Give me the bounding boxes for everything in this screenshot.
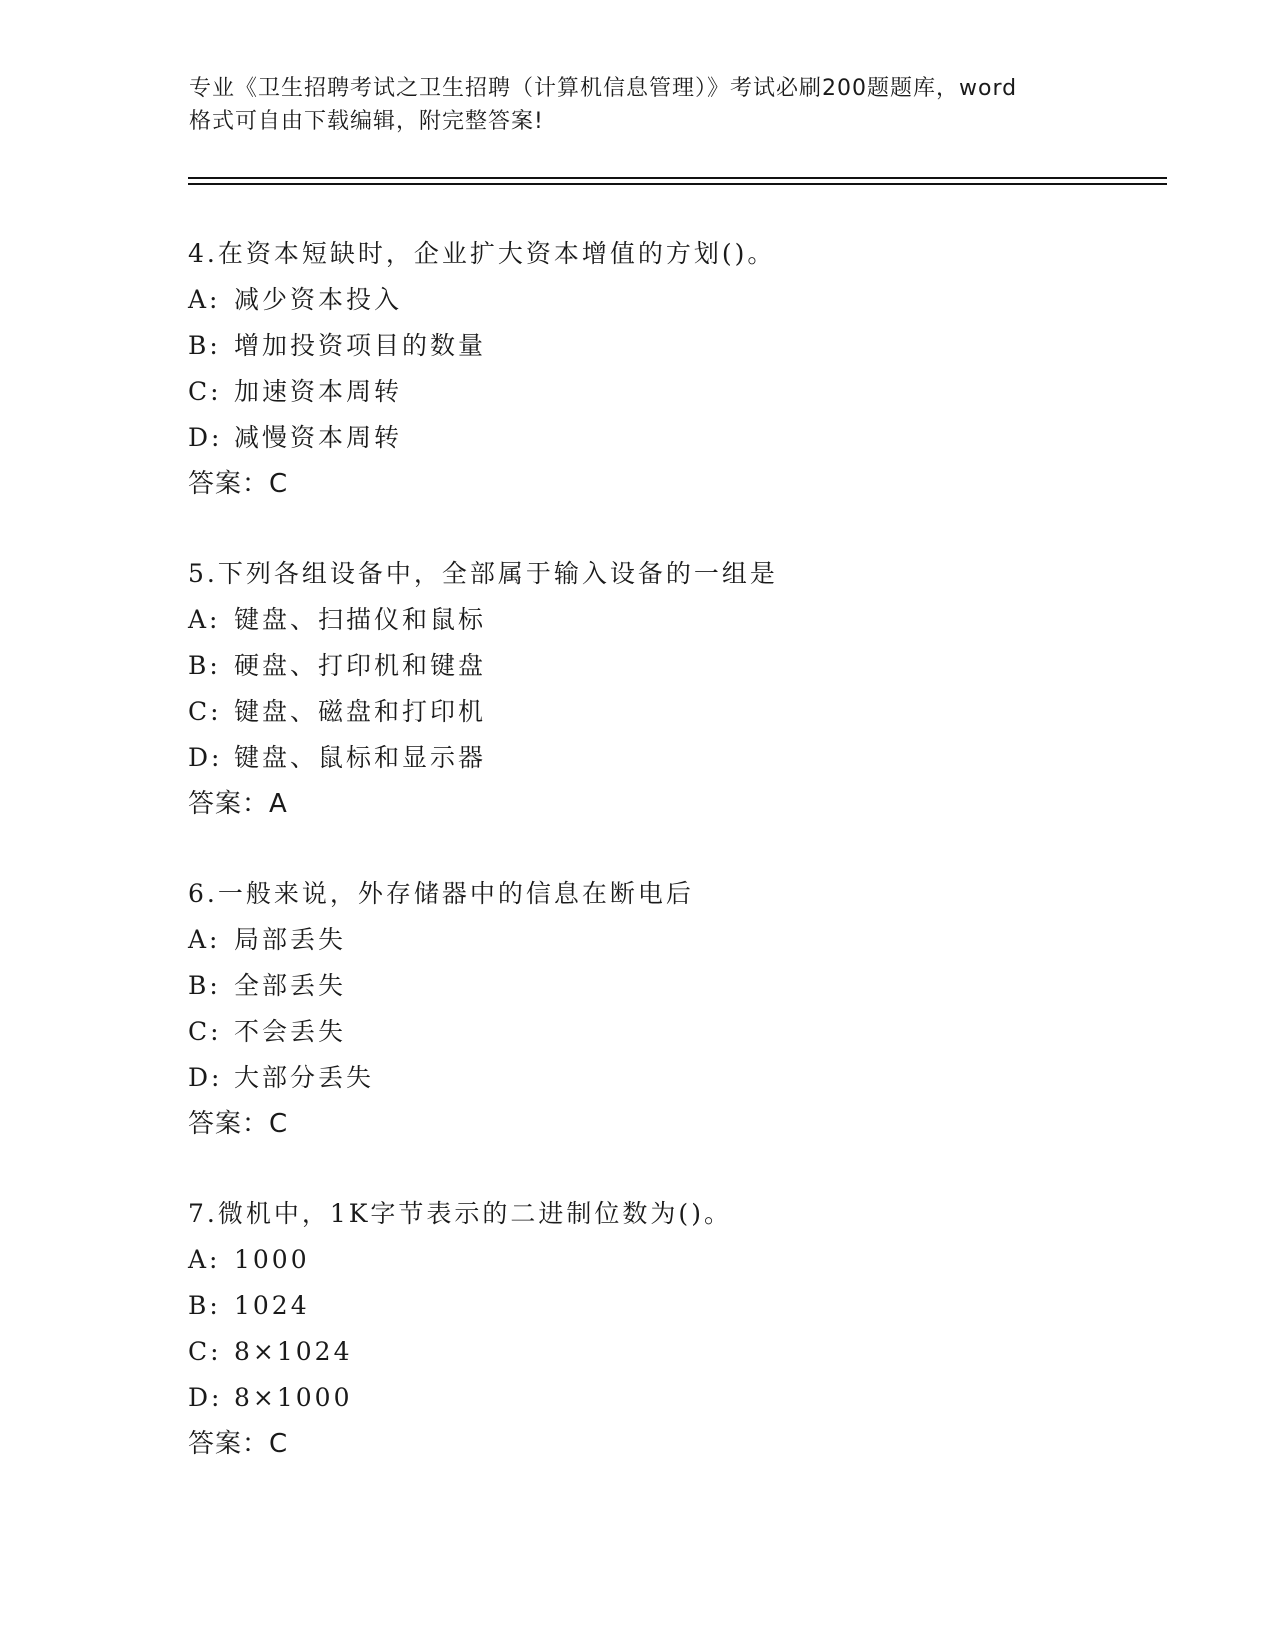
question-block-6 [188, 871, 694, 1147]
option-c [188, 1009, 694, 1055]
option-text: 全部丢失 [234, 971, 347, 1000]
option-b [188, 963, 694, 1009]
option-text: 加速资本周转 [234, 377, 403, 406]
question-stem: 7.微机中，1K字节表示的二进制位数为()。 [188, 1199, 732, 1228]
option-key: B: [188, 331, 221, 360]
option-text: 局部丢失 [234, 925, 347, 954]
option-key: B: [188, 1291, 221, 1320]
option-a [188, 917, 694, 963]
option-key: C: [188, 1337, 222, 1366]
option-text: 减少资本投入 [234, 285, 403, 314]
option-key: C: [188, 697, 222, 726]
question-stem: 4.在资本短缺时，企业扩大资本增值的方划()。 [188, 239, 776, 268]
option-text: 8×1024 [234, 1337, 353, 1366]
option-c [188, 689, 778, 735]
option-text: 增加投资项目的数量 [234, 331, 487, 360]
option-d [188, 1055, 694, 1101]
question-block-5 [188, 551, 778, 827]
option-key: A: [188, 605, 221, 634]
option-text: 1000 [234, 1245, 310, 1274]
option-text: 键盘、磁盘和打印机 [234, 697, 487, 726]
option-key: D: [188, 743, 223, 772]
answer-line: 答案：C [188, 1429, 289, 1459]
option-c [188, 369, 775, 415]
option-text: 大部分丢失 [234, 1063, 375, 1092]
option-c [188, 1329, 732, 1375]
document-header [189, 72, 1089, 138]
answer-line: 答案：A [188, 789, 288, 819]
option-text: 键盘、扫描仪和鼠标 [234, 605, 487, 634]
option-text: 不会丢失 [234, 1017, 347, 1046]
option-key: A: [188, 1245, 221, 1274]
option-a [188, 597, 778, 643]
option-text: 减慢资本周转 [234, 423, 403, 452]
option-d [188, 735, 778, 781]
option-a [188, 277, 775, 323]
answer-line: 答案：C [188, 1109, 289, 1139]
option-d [188, 415, 775, 461]
option-b [188, 323, 775, 369]
option-key: D: [188, 1383, 223, 1412]
option-key: B: [188, 651, 221, 680]
option-key: D: [188, 423, 223, 452]
option-b [188, 643, 778, 689]
question-block-4 [188, 231, 775, 507]
option-text: 8×1000 [234, 1383, 353, 1412]
option-key: C: [188, 377, 222, 406]
option-key: A: [188, 285, 221, 314]
option-a [188, 1237, 732, 1283]
option-text: 1024 [234, 1291, 310, 1320]
header-line-2: 格式可自由下载编辑，附完整答案! [189, 109, 544, 134]
option-key: A: [188, 925, 221, 954]
question-stem: 5.下列各组设备中，全部属于输入设备的一组是 [188, 559, 778, 588]
header-rule-bottom [188, 183, 1167, 185]
option-key: B: [188, 971, 221, 1000]
option-b [188, 1283, 732, 1329]
option-d [188, 1375, 732, 1421]
header-rule-top [188, 177, 1167, 179]
option-key: C: [188, 1017, 222, 1046]
option-key: D: [188, 1063, 223, 1092]
question-stem: 6.一般来说，外存储器中的信息在断电后 [188, 879, 694, 908]
answer-line: 答案：C [188, 469, 289, 499]
option-text: 硬盘、打印机和键盘 [234, 651, 487, 680]
header-line-1: 专业《卫生招聘考试之卫生招聘（计算机信息管理）》考试必刷200题题库，word [189, 76, 1018, 101]
option-text: 键盘、鼠标和显示器 [234, 743, 487, 772]
question-block-7 [188, 1191, 732, 1467]
